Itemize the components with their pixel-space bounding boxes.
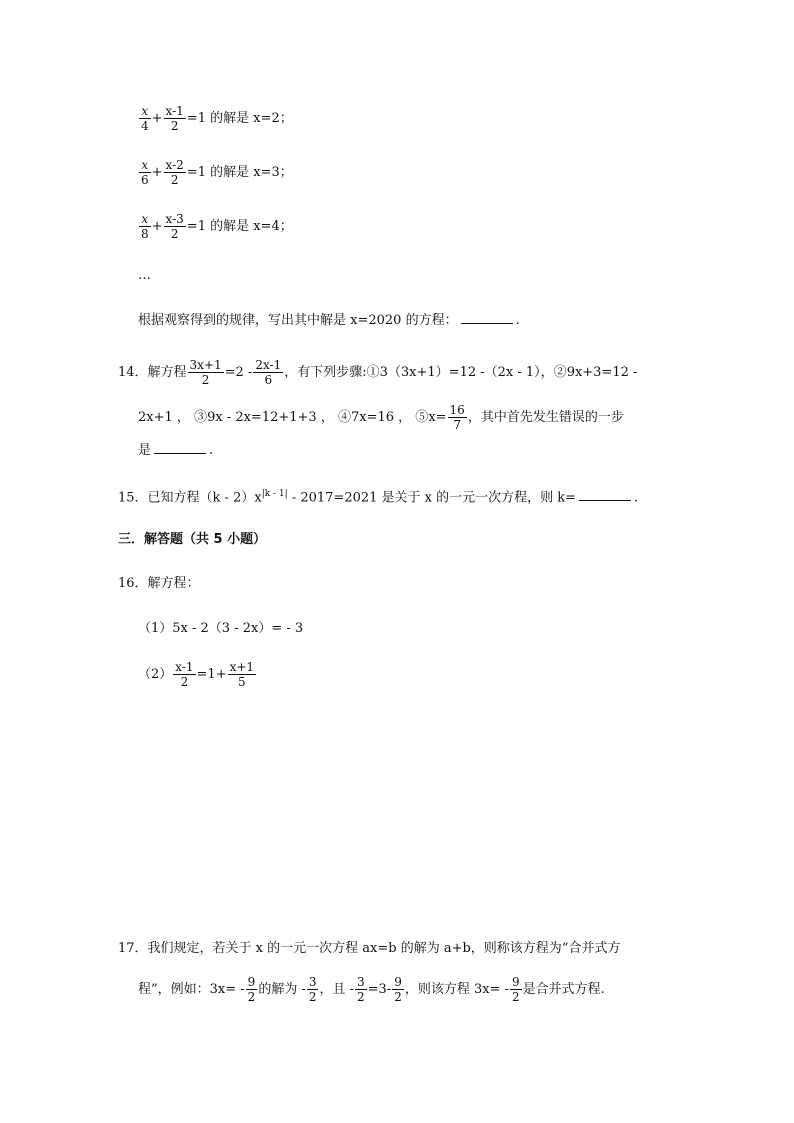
answer-blank[interactable] <box>461 311 513 324</box>
fraction: $\frac{3x+1}{2}$ <box>189 358 222 387</box>
fraction: $\frac{x}{6}$ <box>141 158 149 187</box>
fraction: $\frac{x-2}{2}$ <box>165 158 184 187</box>
pattern-line-3: $\frac{x}{8}$ + $\frac{x-3}{2}$ =1 的解是 x=4； <box>141 212 293 241</box>
q17-line-1: 17．我们规定，若关于 x 的一元一次方程 ax=b 的解为 a+b，则称该方程为“合并式方 <box>118 941 621 956</box>
q16-part-2: （2） $\frac{x-1}{2}$ =1+ $\frac{x+1}{5}$ <box>138 660 255 689</box>
step-1-marker: ① <box>366 365 380 380</box>
fraction: $\frac{9}{2}$ <box>247 975 256 1004</box>
answer-blank[interactable] <box>154 441 206 454</box>
pattern-line-1: $\frac{x}{4}$ + $\frac{x-1}{2}$ =1 的解是 x=2； <box>141 104 293 133</box>
step-4-marker: ④ <box>337 410 351 425</box>
fraction: $\frac{9}{2}$ <box>512 975 520 1004</box>
fraction: $\frac{x}{8}$ <box>141 212 149 241</box>
step-3-marker: ③ <box>194 410 208 425</box>
fraction: $\frac{2x-1}{6}$ <box>255 358 282 387</box>
fraction: $\frac{3}{2}$ <box>357 975 365 1004</box>
fraction: $\frac{x-3}{2}$ <box>165 212 184 241</box>
q14-line-3: 是 . <box>138 443 214 458</box>
section-heading: 三．解答题（共 5 小题） <box>118 532 267 547</box>
fraction: $\frac{x}{4}$ <box>141 104 149 133</box>
q13-tail: 根据观察得到的规律，写出其中解是 x=2020 的方程： . <box>138 313 520 328</box>
q14-line-1: 14．解方程 $\frac{3x+1}{2}$ =2 - $\frac{2x-1}{6}$ ，有下列步骤:①3（3x+1）=12 -（2x - 1），②9x+3=12 - <box>118 358 638 387</box>
fraction: $\frac{x+1}{5}$ <box>229 660 255 689</box>
pattern-line-2: $\frac{x}{6}$ + $\frac{x-2}{2}$ =1 的解是 x=3； <box>141 158 293 187</box>
q15: 15．已知方程$(k - 2)x^{|k - 1|} - 2017=2021$ 是关于 x 的一元一次方程，则 k= . <box>118 489 639 506</box>
fraction: $\frac{16}{7}$ <box>449 403 465 432</box>
fraction: $\frac{3}{2}$ <box>308 975 317 1004</box>
q14-line-2: 2x+1 ， ③9x - 2x=12+1+3 ， ④7x=16 ， ⑤x= $\frac{16}{7}$ ，其中首先发生错误的一步 <box>138 403 624 432</box>
q16-label: 16．解方程： <box>118 576 200 591</box>
fraction: $\frac{9}{2}$ <box>394 975 402 1004</box>
ellipsis: … <box>138 268 151 283</box>
fraction: $\frac{x-1}{2}$ <box>165 104 184 133</box>
fraction: $\frac{x-1}{2}$ <box>175 660 194 689</box>
step-2-marker: ② <box>553 365 567 380</box>
q16-part-1: （1）5x - 2（3 - 2x）= - 3 <box>138 621 304 636</box>
answer-blank[interactable] <box>579 488 631 501</box>
step-5-marker: ⑤ <box>415 410 429 425</box>
q17-line-2: 程”，例如：3x= - $\frac{9}{2}$ 的解为 - $\frac{3}{2}$ ，且 - $\frac{3}{2}$ =3- $\frac{9}{2}$ ，则该方程 3x= - $\frac{9}{2}$ 是合并式方程. <box>138 975 605 1004</box>
